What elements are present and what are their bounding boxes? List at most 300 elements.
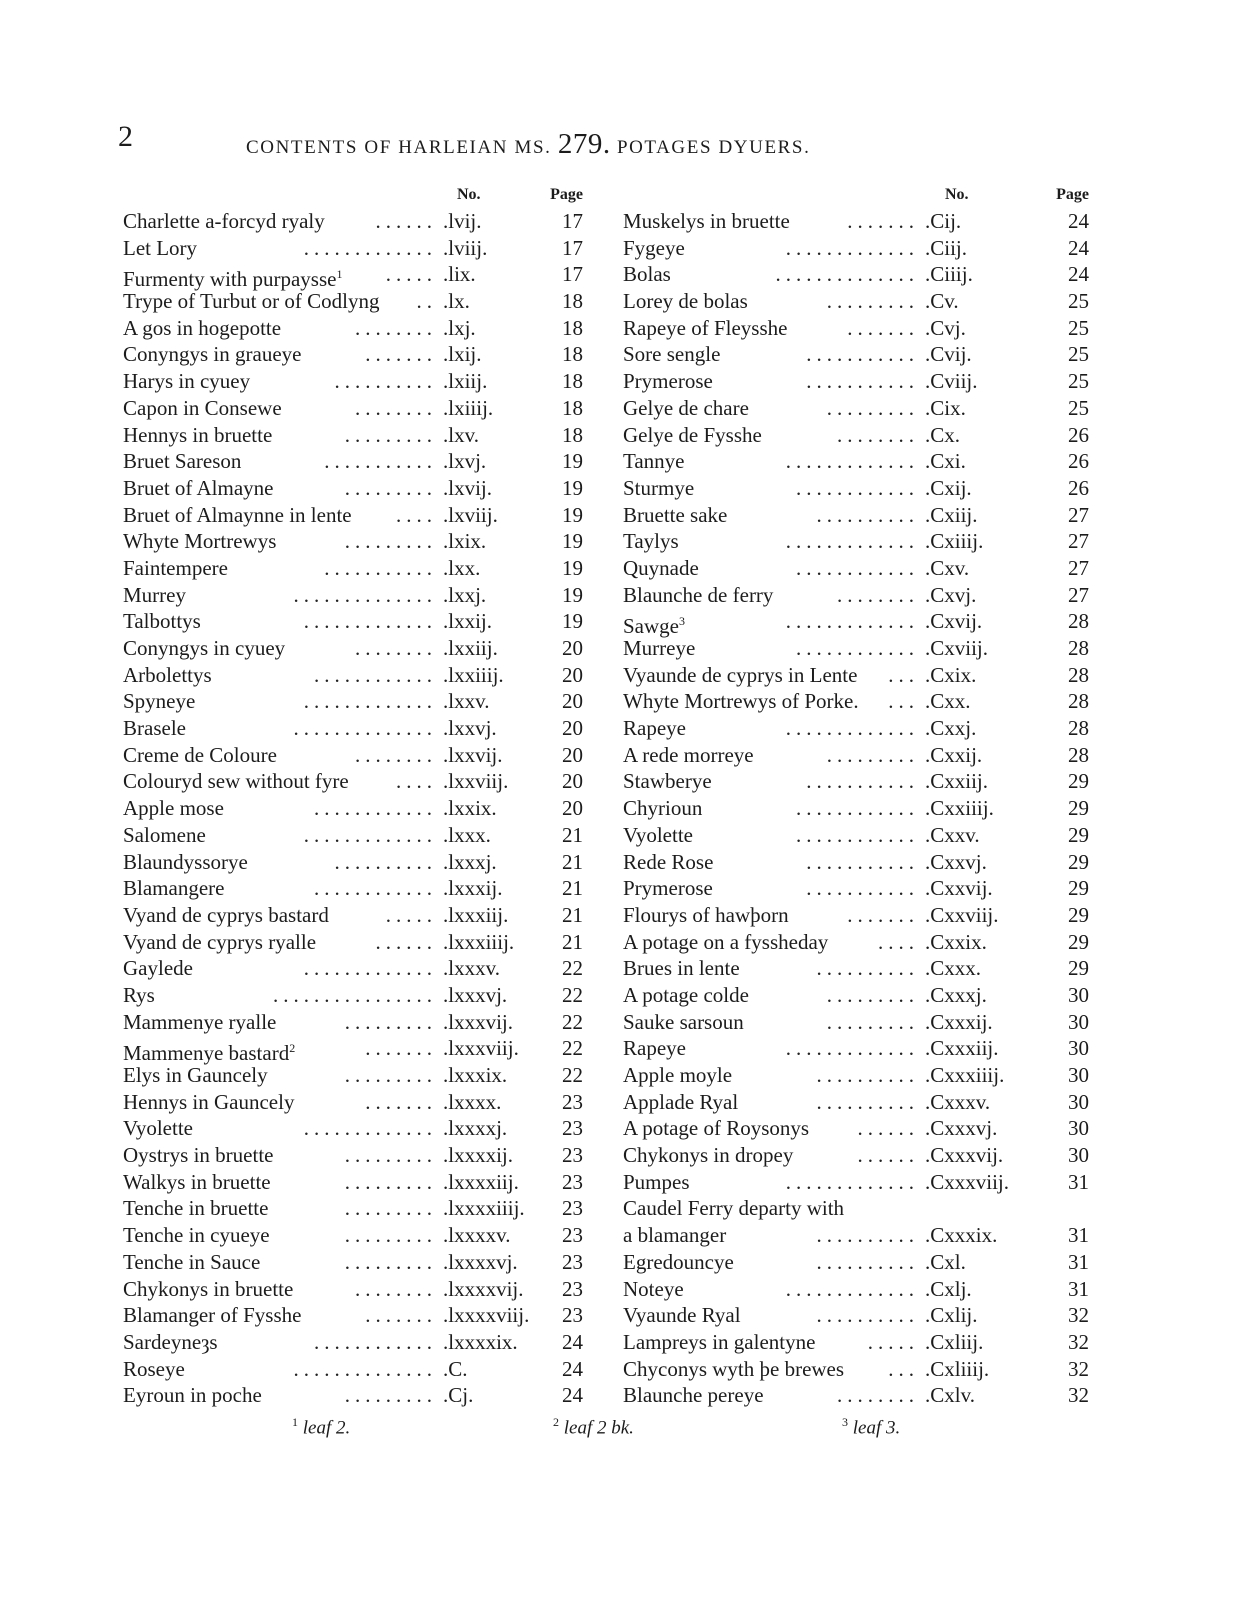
leader-dots: ......... [344,1063,437,1087]
entry-number: .lxxxiiij. [443,929,515,954]
entry-number: .lxxxix. [443,1063,508,1087]
entry-name-text: Vyolette [623,822,693,847]
contents-entry [623,688,1089,715]
entry-page: 28 [1068,636,1089,660]
leader-dots: ............. [785,609,919,634]
entry-number: .Cxxxiiij. [925,1063,1005,1087]
contents-entry [623,368,1089,395]
leader-dots: ............. [303,822,437,847]
entry-page: 20 [562,716,583,741]
contents-entry [623,1089,1089,1116]
entry-name-text: Roseye [123,1356,185,1381]
leader-dots: ........ [355,1276,437,1301]
footnote-reference: 3 [679,614,685,629]
entry-number: .Cxxj. [925,716,977,741]
entry-name-text: Oystrys in bruette [123,1143,274,1168]
entry-page: 26 [1068,422,1089,447]
leader-dots: ....... [365,1036,437,1061]
contents-entry [123,1009,593,1036]
entry-number: .C. [443,1356,468,1381]
entry-name-text: Vyolette [123,1116,193,1141]
entry-page: 24 [562,1329,583,1354]
footnote-text: leaf 3. [852,1417,901,1439]
entry-name-text: a blamanger [623,1223,727,1248]
entry-number: .Cv. [925,289,959,314]
contents-entry [623,822,1089,849]
leader-dots: ......... [344,422,437,447]
entry-name-text: Trype of Turbut or of Codlyng [123,289,380,314]
entry-number: .Cxlv. [925,1383,975,1408]
entry-name-text: Flourys of hawþorn [623,902,789,927]
entry-name [623,1195,923,1222]
contents-entry [123,1329,593,1356]
entry-number: .lxxj. [443,582,487,607]
entry-name-text: Pumpes [623,1169,690,1194]
entry-page: 23 [562,1223,583,1248]
contents-entry [623,1329,1089,1356]
entry-page: 23 [562,1169,583,1194]
contents-entry [123,822,593,849]
leader-dots: ....... [365,342,437,367]
leader-dots: .............. [293,716,437,741]
entry-page: 29 [1068,822,1089,847]
contents-entry [623,422,1089,449]
entry-page: 23 [562,1196,583,1221]
leader-dots: .......... [816,1223,919,1248]
footnote-mark: 1 [292,1415,298,1429]
entry-page: 29 [1068,849,1089,874]
contents-entry [623,1115,1089,1142]
footnote-mark: 3 [842,1415,848,1429]
entry-number: .lxij. [443,342,482,367]
footnote-1 [292,1415,350,1439]
contents-entry [123,1195,593,1222]
leader-dots: ... [888,1356,919,1381]
entry-number: .lxxxviij. [443,1036,519,1061]
leader-dots: .............. [293,1356,437,1381]
entry-name-text: Vyand de cyprys ryalle [123,929,317,954]
leader-dots: ........... [324,555,437,580]
entry-page: 20 [562,769,583,794]
entry-page: 22 [562,956,583,981]
entry-name-text: Tenche in bruette [123,1196,269,1221]
entry-page: 22 [562,1036,583,1061]
entry-name-text: Let Lory [123,235,198,260]
entry-name-text: Murreye [623,636,696,660]
contents-entry [623,1382,1089,1409]
entry-page: 31 [1068,1249,1089,1274]
entry-page: 28 [1068,609,1089,634]
contents-entry [123,742,593,769]
entry-number: .lxxxv. [443,956,500,981]
entry-number: .Cxliij. [925,1329,984,1354]
entry-name-text: Tenche in cyueye [123,1223,270,1248]
entry-number: .Cxv. [925,555,970,580]
entry-page: 17 [562,209,583,233]
leader-dots: ............. [303,609,437,634]
leader-dots: ... [888,689,919,714]
entry-number: .Cxxxvij. [925,1143,1004,1168]
contents-entry [123,448,593,475]
leader-dots: ........ [837,582,919,607]
contents-entry [623,1062,1089,1089]
leader-dots: ........... [324,449,437,474]
entry-name-text: Blaunche de ferry [623,582,774,607]
entry-page: 18 [562,342,583,367]
entry-page: 19 [562,555,583,580]
entry-name-text: Vyaunde de cyprys in Lente [623,662,858,687]
contents-entry [623,502,1089,529]
entry-number: .lxxxij. [443,876,503,901]
contents-entry [623,955,1089,982]
leader-dots: ............ [314,662,437,687]
entry-name-text: Lampreys in galentyne [623,1329,816,1354]
entry-number: .Cxl. [925,1249,966,1274]
entry-name-text: Lorey de bolas [623,289,748,314]
entry-page: 31 [1068,1276,1089,1301]
entry-name-text: Mammenye ryalle [123,1009,277,1034]
contents-entry [623,1222,1089,1249]
contents-entry [123,315,593,342]
column-header-page: Page [550,186,583,203]
entry-page: 22 [562,1009,583,1034]
entry-number: .Ciiij. [925,262,973,287]
entry-page: 30 [1068,1143,1089,1168]
leader-dots: .... [396,502,437,527]
entry-page: 21 [562,822,583,847]
leader-dots: ............. [303,235,437,260]
entry-number: .Cviij. [925,369,978,394]
footnotes [0,1415,1236,1445]
entry-number: .Cxix. [925,662,977,687]
entry-name-text: Mammenye bastard [123,1041,290,1066]
entry-name-text: Harys in cyuey [123,369,251,394]
entry-number: .Cx. [925,422,961,447]
entry-number: .lviij. [443,235,488,260]
entry-page: 27 [1068,502,1089,527]
entry-name-text: Conyngys in graueye [123,342,302,367]
contents-entry [123,1169,593,1196]
leader-dots: ............. [785,235,919,260]
leader-dots: .......... [816,1089,919,1114]
contents-entry [623,448,1089,475]
entry-page: 19 [562,529,583,554]
entry-number: .lxvij. [443,475,493,500]
leader-dots: ........... [806,876,919,901]
entry-name-text: Murrey [123,582,186,607]
entry-number: .Cxxiij. [925,769,989,794]
entry-number: .Cxij. [925,475,972,500]
footnote-mark: 2 [553,1415,559,1429]
leader-dots: .......... [816,1249,919,1274]
contents-entry [623,395,1089,422]
entry-page: 32 [1068,1303,1089,1328]
contents-entry [123,1356,593,1383]
leader-dots: ......... [826,289,919,314]
entry-name-text: Blaundyssorye [123,849,248,874]
contents-entry [123,528,593,555]
entry-page: 22 [562,1063,583,1087]
entry-number: .lxxxxiiij. [443,1196,525,1221]
contents-entry [623,341,1089,368]
entry-name-text: Eyroun in poche [123,1383,262,1408]
contents-entry [623,1195,1089,1222]
leader-dots: ......... [344,1223,437,1248]
entry-page: 29 [1068,902,1089,927]
entry-name-text: Whyte Mortrewys of Porke. [623,689,859,714]
leader-dots: ....... [847,902,919,927]
entry-number: .Cxxxij. [925,1009,993,1034]
leader-dots: .............. [775,262,919,287]
contents-entry [123,1062,593,1089]
entry-page: 30 [1068,1009,1089,1034]
leader-dots: ........ [355,395,437,420]
entry-name-text: Chyconys wyth þe brewes [623,1356,845,1381]
contents-entry [123,261,593,292]
entry-number: .lxxvij. [443,742,503,767]
entry-page: 28 [1068,742,1089,767]
entry-name-text: Rapeye [623,1036,686,1061]
entry-number: .Cxiiij. [925,529,984,554]
contents-entry [623,1356,1089,1383]
entry-name-text: Tenche in Sauce [123,1249,261,1274]
entry-page: 24 [562,1356,583,1381]
entry-name-text: Tannye [623,449,685,474]
entry-number: .Cxxix. [925,929,987,954]
entry-number: .Cxxx. [925,956,982,981]
entry-page: 23 [562,1276,583,1301]
entry-page: 28 [1068,716,1089,741]
entry-name-text: A potage colde [623,982,749,1007]
entry-number: .lxxij. [443,609,493,634]
column-header-row [123,182,593,208]
entry-page: 29 [1068,796,1089,821]
entry-number: .lxxxx. [443,1089,502,1114]
entry-name-text: Hennys in Gauncely [123,1089,295,1114]
entry-name-text: A potage on a fyssheday [623,929,829,954]
page-header [118,120,1078,160]
entry-name-text: Gelye de Fysshe [623,422,762,447]
entry-number: .lxxxvj. [443,982,508,1007]
column-header-page: Page [1056,186,1089,203]
entry-name-text: Rede Rose [623,849,714,874]
entry-page: 23 [562,1116,583,1141]
entry-name-text: Prymerose [623,369,713,394]
contents-entry [623,235,1089,262]
entry-page: 25 [1068,369,1089,394]
footnote-text: leaf 2 bk. [563,1417,634,1439]
entry-number: .Cxlj. [925,1276,972,1301]
contents-entry [623,742,1089,769]
contents-entry [623,795,1089,822]
leader-dots: .......... [816,956,919,981]
leader-dots: ............. [785,529,919,554]
contents-entry [123,608,593,635]
entry-name-text: Chyrioun [623,796,703,821]
entry-page: 19 [562,449,583,474]
entry-name-text: Bruet of Almayne [123,475,274,500]
entry-name-text: Spyneye [123,689,196,714]
leader-dots: ............ [314,1329,437,1354]
entry-number: .lxxxxj. [443,1116,508,1141]
column-header-row [623,182,1089,208]
contents-entry [623,982,1089,1009]
leader-dots: ......... [344,529,437,554]
entry-name-text: A rede morreye [623,742,754,767]
contents-entry [623,662,1089,689]
contents-entry [123,1089,593,1116]
leader-dots: ............. [785,449,919,474]
leader-dots: ............. [785,1169,919,1194]
entry-name-text: Hennys in bruette [123,422,273,447]
entry-number: .Cix. [925,395,966,420]
entry-page: 19 [562,582,583,607]
entry-page: 31 [1068,1223,1089,1248]
leader-dots: ............ [796,822,919,847]
entry-number: .Cij. [925,209,962,233]
leader-dots: ...... [857,1143,919,1168]
entry-page: 29 [1068,929,1089,954]
entry-name-text: Walkys in bruette [123,1169,271,1194]
entry-number: .Cxiij. [925,502,978,527]
entry-page: 20 [562,662,583,687]
leader-dots: ......... [344,1143,437,1168]
leader-dots: ........... [806,342,919,367]
entry-name-text: Colouryd sew without fyre [123,769,349,794]
footnote-reference: 2 [289,1041,296,1056]
leader-dots: ......... [826,742,919,767]
leader-dots: ........... [806,769,919,794]
contents-entry [623,849,1089,876]
leader-dots: ......... [826,982,919,1007]
leader-dots: .......... [816,1303,919,1328]
contents-entry [623,1249,1089,1276]
entry-page: 24 [1068,262,1089,287]
entry-number: .Cxxviij. [925,902,999,927]
entry-number: .Cxxiiij. [925,796,994,821]
entry-number: .lxxix. [443,796,497,821]
entry-page: 26 [1068,475,1089,500]
contents-entry [623,1009,1089,1036]
entry-number: .lxxxxvij. [443,1276,524,1301]
entry-number: .Cxxxviij. [925,1169,1010,1194]
entry-page: 28 [1068,662,1089,687]
contents-entry [123,1035,593,1066]
entry-name-text: Bruette sake [623,502,728,527]
left-contents-column [123,182,593,1409]
entry-page: 21 [562,929,583,954]
entry-page: 29 [1068,956,1089,981]
contents-entry [123,849,593,876]
contents-entry [123,955,593,982]
leader-dots: ......... [344,1169,437,1194]
entry-number: .Cxvj. [925,582,977,607]
contents-entry [623,1169,1089,1196]
entry-name-text: Elys in Gauncely [123,1063,268,1087]
contents-entry [123,1115,593,1142]
entry-number: .lxxxxiij. [443,1169,519,1194]
entry-name-text: Conyngys in cyuey [123,636,286,660]
contents-entry [123,902,593,929]
contents-entry [623,608,1089,639]
entry-number: .lxxxj. [443,849,497,874]
contents-entry [123,235,593,262]
entry-page: 32 [1068,1329,1089,1354]
leader-dots: .... [878,929,919,954]
entry-page: 29 [1068,876,1089,901]
entry-page: 30 [1068,1089,1089,1114]
entry-name-text: Blamangere [123,876,225,901]
contents-entry [123,1302,593,1329]
leader-dots: .......... [816,1063,919,1087]
entry-number: .lxx. [443,555,481,580]
entry-name-text: Chykonys in bruette [123,1276,294,1301]
entry-page: 23 [562,1089,583,1114]
leader-dots: ....... [365,1089,437,1114]
entry-page: 20 [562,796,583,821]
leader-dots: ......... [344,1249,437,1274]
entry-name-text: Brasele [123,716,186,741]
entry-name-text: Talbottys [123,609,201,634]
entry-number: .Cxxxiij. [925,1036,999,1061]
contents-entry [123,1222,593,1249]
entry-name-text: Rapeye [623,716,686,741]
entry-page: 23 [562,1303,583,1328]
leader-dots: ......... [344,1196,437,1221]
contents-entry [123,288,593,315]
entry-name-text: Egredouncye [623,1249,734,1274]
leader-dots: .... [396,769,437,794]
entry-number: .lxxxiij. [443,902,509,927]
entry-name-text: Caudel Ferry departy with [623,1196,845,1221]
column-header-no: No. [945,186,969,203]
entry-name-text: Rapeye of Fleysshe [623,315,788,340]
entry-page: 20 [562,689,583,714]
contents-entry [123,582,593,609]
leader-dots: .......... [334,369,437,394]
contents-entry [123,768,593,795]
entry-page: 29 [1068,769,1089,794]
right-contents-column [623,182,1089,1409]
entry-number: .lx. [443,289,470,314]
entry-name-text: Sardeyneȝs [123,1329,218,1354]
entry-name-text: Gaylede [123,956,193,981]
contents-entry [123,555,593,582]
entry-number: .Cxvij. [925,609,983,634]
leader-dots: ........... [806,849,919,874]
entry-number: .Cxliiij. [925,1356,990,1381]
entry-number: .lxxxvij. [443,1009,514,1034]
column-header-no: No. [457,186,481,203]
entry-name-text: Faintempere [123,555,228,580]
leader-dots: ............. [303,689,437,714]
contents-entry [623,1276,1089,1303]
leader-dots: ........ [837,1383,919,1408]
entry-name-text: Noteye [623,1276,684,1301]
entry-name-text: Fygeye [623,235,685,260]
entry-number: .Cxxvj. [925,849,987,874]
entry-name-text: Applade Ryal [623,1089,739,1114]
contents-entry [123,422,593,449]
entry-name-text: Apple moyle [623,1063,733,1087]
leader-dots: ........ [355,315,437,340]
entry-number: .Cxxv. [925,822,980,847]
entry-number: .lxv. [443,422,479,447]
entry-page: 23 [562,1249,583,1274]
contents-entry [123,395,593,422]
entry-number: .Cxi. [925,449,966,474]
entry-page: 25 [1068,395,1089,420]
